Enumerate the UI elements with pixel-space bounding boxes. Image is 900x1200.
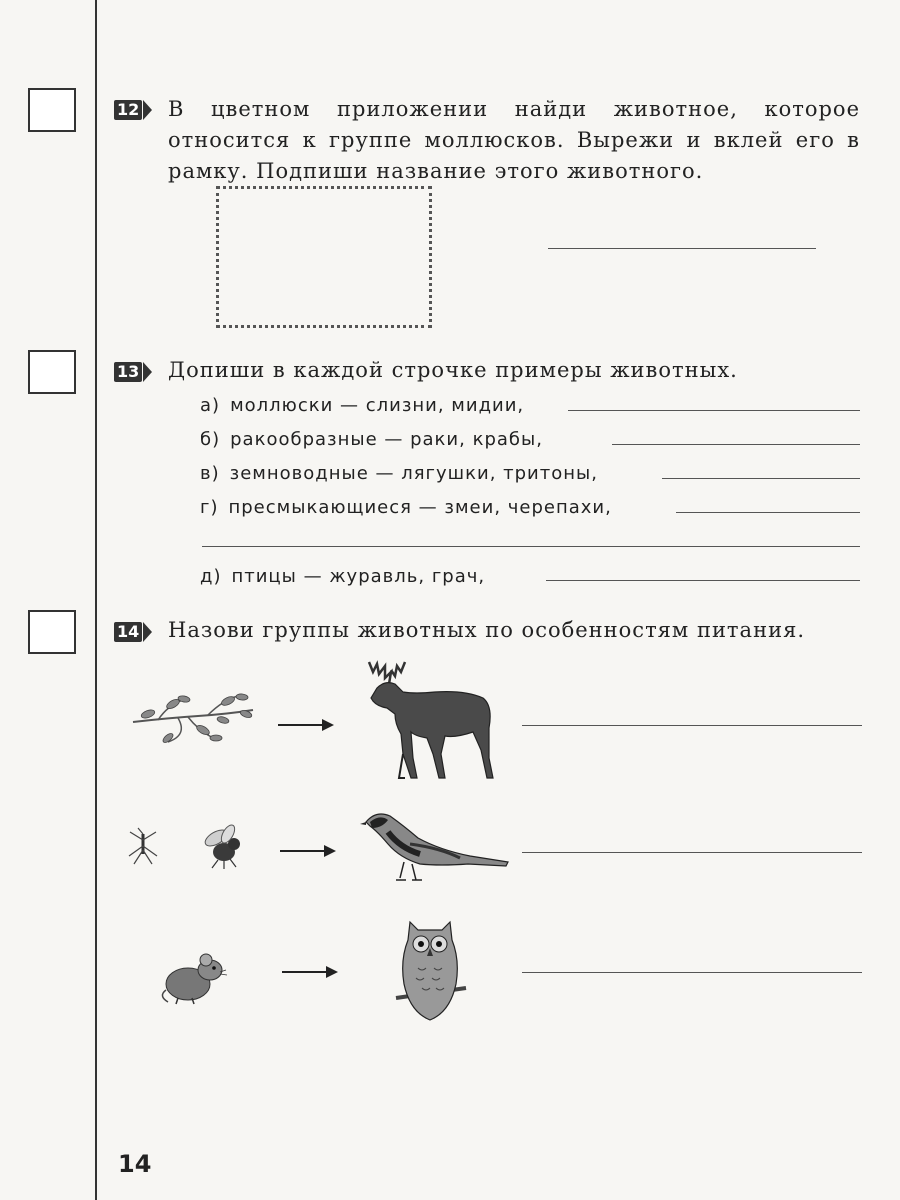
score-box-14[interactable] xyxy=(28,610,76,654)
score-box-12[interactable] xyxy=(28,88,76,132)
branch-with-leaves-icon xyxy=(128,690,258,750)
page-number: 14 xyxy=(118,1150,152,1178)
item-text: пресмыкающиеся — змеи, черепахи, xyxy=(228,497,612,518)
fly-icon xyxy=(198,824,250,870)
task-number: 14 xyxy=(114,622,142,642)
mosquito-icon xyxy=(126,826,160,866)
task-14-text: Назови группы животных по особенностям питания. xyxy=(168,618,805,642)
item-text: птицы — журавль, грач, xyxy=(231,566,486,587)
answer-line[interactable] xyxy=(202,546,860,547)
list-item xyxy=(200,429,543,450)
arrow-icon xyxy=(282,971,336,973)
task-number-badge xyxy=(112,361,154,383)
list-item xyxy=(200,395,524,416)
answer-line[interactable] xyxy=(548,248,816,249)
item-letter: в) xyxy=(200,463,220,484)
answer-line[interactable] xyxy=(662,478,860,479)
task-12-text: В цветном приложении найди животное, которое относится к группе моллюсков. Вырежи и вклей его в рамку. Подпиши название этого животного. xyxy=(168,97,860,183)
item-text: моллюски — слизни, мидии, xyxy=(230,395,525,416)
paste-frame[interactable] xyxy=(216,186,432,328)
answer-line[interactable] xyxy=(546,580,860,581)
task-number-badge xyxy=(112,621,154,643)
answer-line[interactable] xyxy=(568,410,860,411)
list-item xyxy=(200,463,598,484)
answer-line[interactable] xyxy=(522,852,862,853)
task-number: 12 xyxy=(114,100,142,120)
margin-line xyxy=(95,0,97,1200)
answer-line[interactable] xyxy=(612,444,860,445)
item-letter: д) xyxy=(200,566,222,587)
arrow-icon xyxy=(280,850,334,852)
elk-icon xyxy=(355,658,503,782)
item-letter: б) xyxy=(200,429,221,450)
wagtail-icon xyxy=(360,808,510,886)
mouse-icon xyxy=(158,950,228,1006)
task-number-badge xyxy=(112,99,154,121)
item-text: ракообразные — раки, крабы, xyxy=(230,429,543,450)
item-letter: а) xyxy=(200,395,221,416)
answer-line[interactable] xyxy=(522,972,862,973)
owl-icon xyxy=(392,912,468,1024)
arrow-icon xyxy=(278,724,332,726)
answer-line[interactable] xyxy=(676,512,860,513)
item-letter: г) xyxy=(200,497,219,518)
task-13-text: Допиши в каждой строчке примеры животных. xyxy=(168,358,738,382)
list-item xyxy=(200,497,612,518)
score-box-13[interactable] xyxy=(28,350,76,394)
answer-line[interactable] xyxy=(522,725,862,726)
item-text: земноводные — лягушки, тритоны, xyxy=(229,463,598,484)
task-number: 13 xyxy=(114,362,142,382)
list-item xyxy=(200,566,485,587)
